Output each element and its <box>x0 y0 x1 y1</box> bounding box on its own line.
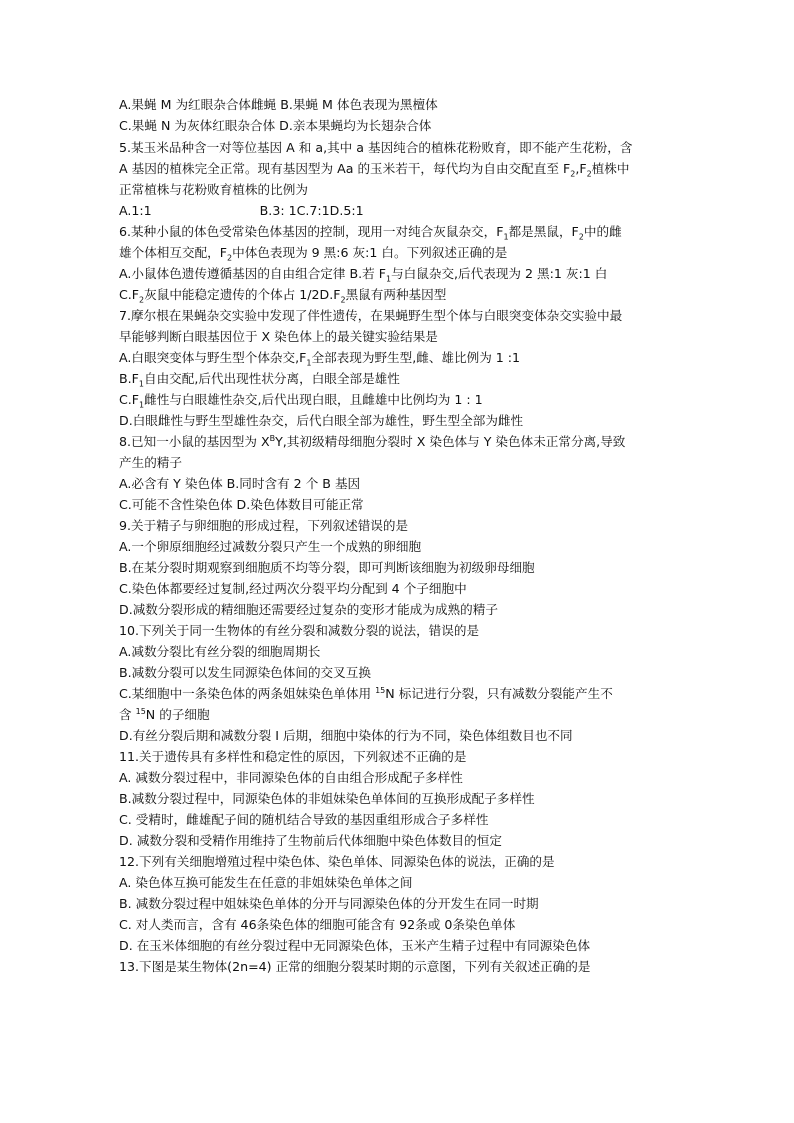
text-line-q9-option-a: A.一个卵原细胞经过减数分裂只产生一个成熟的卵细胞 <box>119 539 422 554</box>
text-line-q5-stem-3: 正常植株与花粉败育植株的比例为 <box>119 182 308 197</box>
text-line-q8-option-ab: A.必含有 Y 染色体 B.同时含有 2 个 B 基因 <box>119 476 361 491</box>
text-line-q12-stem: 12.下列有关细胞增殖过程中染色体、染色单体、同源染色体的说法，正确的是 <box>119 854 555 869</box>
text-line-q7-option-a: A.白眼突变体与野生型个体杂交$,F_1$全部表现为野生型,雌、雄比例为 1 :1 <box>119 350 521 368</box>
text-line-q11-option-a: A. 减数分裂过程中，非同源染色体的自由组合形成配子多样性 <box>119 770 463 785</box>
text-line-q12-option-a: A. 染色体互换可能发生在任意的非姐妹染色单体之间 <box>119 875 413 890</box>
text-line-q9-option-d: D.减数分裂形成的精细胞还需要经过复杂的变形才能成为成熟的精子 <box>119 602 498 617</box>
text-line-q10-option-c-1: C.某细胞中一条染色体的两条姐妹染色单体用 $^{15}$N 标记进行分裂，只有减数分裂能产生不 <box>119 685 613 701</box>
text-line-q11-option-c: C. 受精时，雌雄配子间的随机结合导致的基因重组形成合子多样性 <box>119 812 489 827</box>
text-line-q13-stem: 13.下图是某生物体(2n=4) 正常的细胞分裂某时期的示意图，下列有关叙述正确的是 <box>119 959 591 974</box>
text-line-q9-option-c: C.染色体都要经过复制,经过两次分裂平均分配到 4 个子细胞中 <box>119 581 467 596</box>
text-line-q5-stem-1: 5.某玉米品种含一对等位基因 A 和 a,其中 a 基因纯合的植株花粉败育，即不能产生花粉，含 <box>119 140 633 155</box>
text-line-q10-option-b: B.减数分裂可以发生同源染色体间的交叉互换 <box>119 665 371 680</box>
text-line-q11-stem: 11.关于遗传具有多样性和稳定性的原因，下列叙述不正确的是 <box>119 749 467 764</box>
text-line-q9-stem: 9.关于精子与卵细胞的形成过程，下列叙述错误的是 <box>119 518 409 533</box>
text-line-q8-stem-2: 产生的精子 <box>119 455 182 470</box>
text-line-q4-option-ab: A.果蝇 M 为红眼杂合体雌蝇 B.果蝇 M 体色表现为黑檀体 <box>119 97 438 112</box>
text-line-q6-option-cd: $C.F_2$灰鼠中能稳定遗传的个体占 $1/2D.F_2$黑鼠有两种基因型 <box>119 287 447 305</box>
text-line-q5-stem-2: A 基因的植株完全正常。现有基因型为 Aa 的玉米若干，每代均为自由交配直至 $F_2,F_2$植株中 <box>119 161 630 179</box>
text-line-q11-option-d: D. 减数分裂和受精作用维持了生物前后代体细胞中染色体数目的恒定 <box>119 833 502 848</box>
text-line-q10-option-a: A.减数分裂比有丝分裂的细胞周期长 <box>119 644 321 659</box>
text-line-q8-option-cd: C.可能不含性染色体 D.染色体数目可能正常 <box>119 497 364 512</box>
text-line-q10-option-d: D.有丝分裂后期和减数分裂 I 后期，细胞中染体的行为不同，染色体组数目也不同 <box>119 728 573 743</box>
text-line-q7-option-d: D.白眼雌性与野生型雄性杂交，后代白眼全部为雄性，野生型全部为雌性 <box>119 413 524 428</box>
text-line-q12-option-c: C. 对人类而言，含有 46条染色体的细胞可能含有 92条或 0条染色单体 <box>119 917 516 932</box>
text-line-q7-stem-2: 早能够判断白眼基因位于 X 染色体上的最关键实验结果是 <box>119 329 438 344</box>
text-line-q4-option-cd: C.果蝇 N 为灰体红眼杂合体 D.亲本果蝇均为长翅杂合体 <box>119 118 432 133</box>
text-line-q8-stem-1: 8.已知一小鼠的基因型为 $X^BY$,其初级精母细胞分裂时 X 染色体与 Y 染色体未正常分离,导致 <box>119 433 626 449</box>
text-line-q10-option-c-2: 含 $^{15}$N 的子细胞 <box>119 706 210 722</box>
text-line-q12-option-d: D. 在玉米体细胞的有丝分裂过程中无同源染色体，玉米产生精子过程中有同源染色体 <box>119 938 591 953</box>
text-line-q7-option-b: $B.F_1$自由交配,后代出现性状分离，白眼全部是雄性 <box>119 371 400 389</box>
text-line-q9-option-b: B.在某分裂时期观察到细胞质不均等分裂，即可判断该细胞为初级卵母细胞 <box>119 560 535 575</box>
text-line-q10-stem: 10.下列关于同一生物体的有丝分裂和减数分裂的说法，错误的是 <box>119 623 480 638</box>
text-line-q6-stem-1: 6.某种小鼠的体色受常染色体基因的控制，现用一对纯合灰鼠杂交，$F_1$都是黑鼠，$F_2$中的雌 <box>119 224 622 242</box>
text-line-q6-option-ab: A.小鼠体色遗传遵循基因的自由组合定律 B.若 $F_1$与白鼠杂交,后代表现为 2 黑:1 灰:1 白 <box>119 266 608 284</box>
text-line-q12-option-b: B. 减数分裂过程中姐妹染色单体的分开与同源染色体的分开发生在同一时期 <box>119 896 539 911</box>
text-line-q11-option-b: B.减数分裂过程中，同源染色体的非姐妹染色单体间的互换形成配子多样性 <box>119 791 535 806</box>
text-line-q7-stem-1: 7.摩尔根在果蝇杂交实验中发现了伴性遗传，在果蝇野生型个体与白眼突变体杂交实验中最 <box>119 308 623 323</box>
text-line-q7-option-c: $C.F_1$雌性与白眼雄性杂交,后代出现白眼，且雌雄中比例均为 1 : 1 <box>119 392 483 410</box>
text-line-q5-options: A.1:1 B.3: 1C.7:1D.5:1 <box>119 203 364 218</box>
text-line-q6-stem-2: 雄个体相互交配，$F_2$中体色表现为 9 黑:6 灰:1 白。下列叙述正确的是 <box>119 245 508 263</box>
